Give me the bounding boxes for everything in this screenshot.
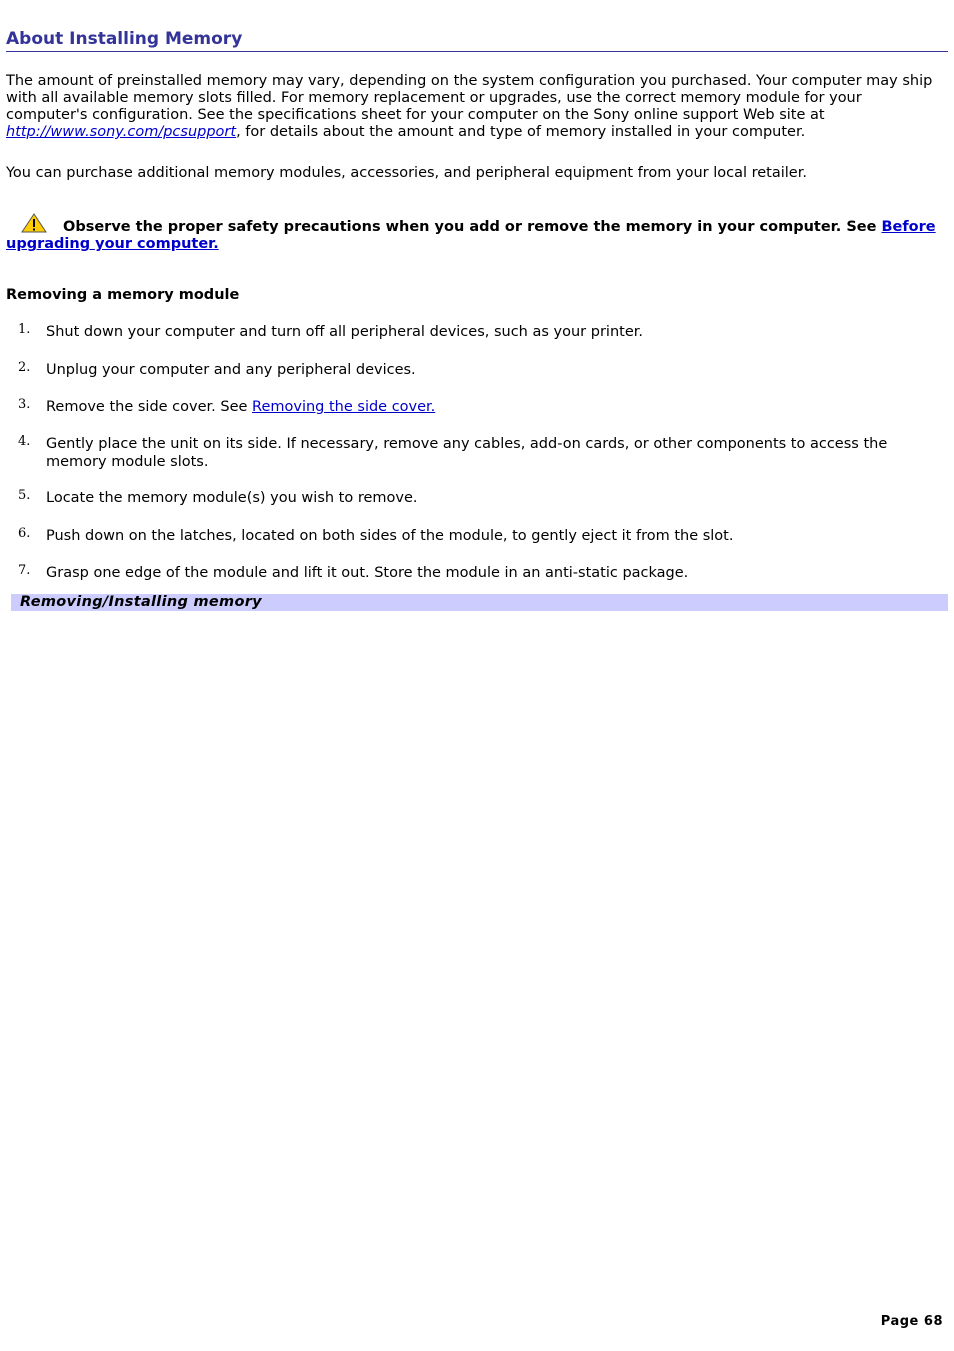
intro-text-1: The amount of preinstalled memory may vary, depending on the system configuration you purchased. Your computer may ship with all available memory slots filled. For memory replacement or upgrades, use the correct memory module for your computer's configuration. See the specifications sheet for your computer on the Sony online support Web site at	[6, 73, 933, 123]
step-text: Shut down your computer and turn off all peripheral devices, such as your printer.	[46, 324, 643, 340]
step-number: 7.	[18, 563, 31, 578]
intro-paragraph-1	[6, 73, 936, 141]
intro-paragraph-2: You can purchase additional memory modules, accessories, and peripheral equipment from your local retailer.	[6, 165, 807, 181]
warning-icon	[21, 213, 47, 233]
page-number: Page 68	[880, 1314, 943, 1329]
step-text: Locate the memory module(s) you wish to remove.	[46, 490, 418, 506]
step-text: Gently place the unit on its side. If necessary, remove any cables, add-on cards, or other components to access the memory module slots.	[46, 436, 888, 470]
step-number: 2.	[18, 360, 31, 375]
page-title: About Installing Memory	[6, 29, 948, 52]
step-number: 5.	[18, 488, 31, 503]
sony-support-link[interactable]: http://www.sony.com/pcsupport	[6, 124, 237, 140]
step-text: Unplug your computer and any peripheral devices.	[46, 362, 416, 378]
warning-note	[6, 213, 936, 253]
step-number: 4.	[18, 434, 31, 449]
figure-caption: Removing/Installing memory	[20, 594, 262, 610]
step-text-part: Remove the side cover. See	[46, 399, 253, 415]
step-text: Push down on the latches, located on both sides of the module, to gently eject it from the slot.	[46, 528, 734, 544]
figure-caption-bar	[11, 594, 948, 611]
step-number: 6.	[18, 526, 31, 541]
step-text	[46, 398, 906, 416]
intro-text-2: , for details about the amount and type of memory installed in your computer.	[236, 124, 806, 140]
section-title: Removing a memory module	[6, 287, 240, 303]
warning-text: Observe the proper safety precautions when you add or remove the memory in your computer. See	[63, 219, 882, 235]
removing-side-cover-link[interactable]: Removing the side cover.	[252, 399, 436, 415]
before-upgrading-link[interactable]: Before upgrading your computer.	[6, 219, 936, 252]
step-number: 1.	[18, 322, 31, 337]
step-text: Grasp one edge of the module and lift it out. Store the module in an anti-static package.	[46, 565, 689, 581]
step-number: 3.	[18, 397, 31, 412]
